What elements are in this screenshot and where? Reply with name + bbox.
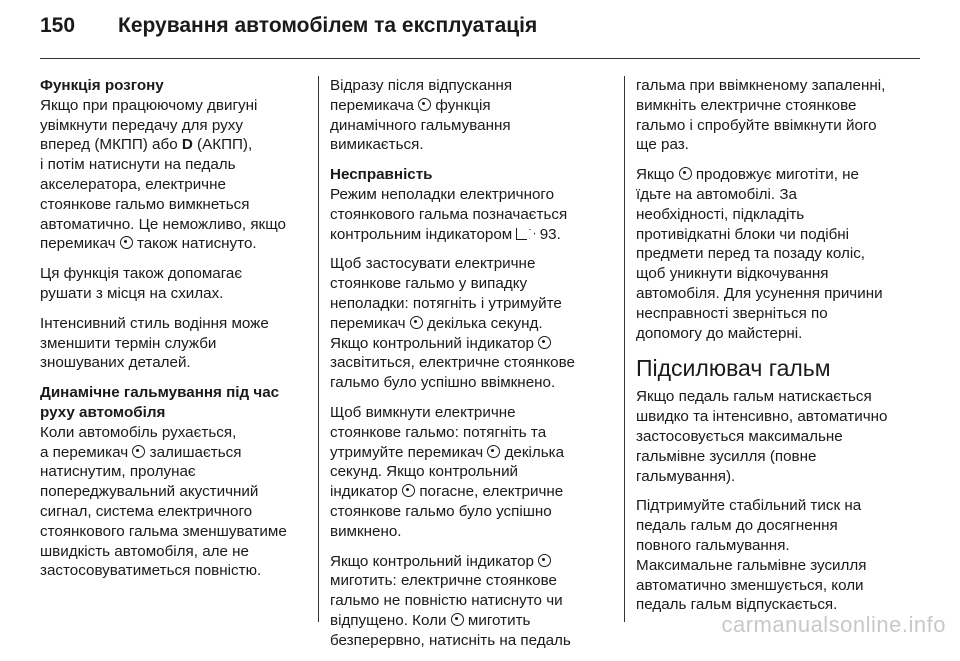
page-reference-link[interactable]: 93.: [535, 225, 561, 243]
gear-d-label: D: [181, 136, 193, 154]
parking-brake-icon: [451, 613, 464, 626]
parking-brake-icon: [120, 236, 133, 249]
parking-brake-icon: [402, 484, 415, 497]
page-header: [40, 14, 920, 38]
parking-brake-icon: [538, 336, 551, 349]
paragraph: гальма при ввімкненому запаленні, вимкніть електричне стоянкове гальмо і спробуйте ввімкнути його ще раз.: [636, 77, 886, 154]
arrow-icon[interactable]: [529, 229, 535, 239]
section-title-dynamic-braking: Динамічне гальмування під час руху автомобіля: [40, 384, 280, 421]
column-divider-2: [624, 76, 625, 622]
column-1: [40, 76, 312, 591]
section-title-launch: Функція розгону: [40, 77, 164, 94]
parking-brake-icon: [132, 445, 145, 458]
parking-brake-icon: [679, 167, 692, 180]
paragraph: Інтенсивний стиль водіння може зменшити термін служби зношуваних деталей.: [40, 314, 269, 372]
paragraph: Щоб застосувати електричне стоянкове гальмо у випадку неполадки: потягніть і утримуйте перемикач декілька секунд. Якщо контрольний індикатор засвітиться, електричне стоянкове гальмо було успішно ввімкнено.: [330, 255, 575, 392]
column-divider-1: [318, 76, 319, 622]
section-title-brake-assist: Підсилювач гальм: [636, 355, 831, 382]
parking-brake-icon: [410, 316, 423, 329]
watermark: carmanualsonline.info: [721, 612, 946, 637]
paragraph: Відразу після відпускання перемикача функція динамічного гальмування вимикається.: [330, 77, 513, 154]
column-2: [330, 76, 602, 661]
paragraph: Якщо контрольний індикатор миготить: електричне стоянкове гальмо не повністю натиснуто чи відпущено. Коли миготить безперервно, натисніть на педаль: [330, 552, 571, 649]
page-number: 150: [40, 14, 76, 37]
header-divider: [40, 58, 920, 59]
paragraph: Якщо педаль гальм натискається швидко та інтенсивно, автоматично застосовується максимальне гальмівне зусилля (повне гальмування).: [636, 388, 888, 485]
paragraph: Режим неполадки електричного стоянкового гальма позначається контрольним індикатором 93.: [330, 185, 568, 243]
reference-icon: [516, 228, 527, 240]
column-3: [636, 76, 908, 625]
parking-brake-icon: [538, 554, 551, 567]
paragraph: Щоб вимкнути електричне стоянкове гальмо: потягніть та утримуйте перемикач декілька секунд. Якщо контрольний індикатор погасне, електричне стоянкове гальмо було успішно вимкнено.: [330, 403, 565, 540]
paragraph: Якщо продовжує миготіти, не їдьте на автомобілі. За необхідності, підкладіть противідкатні блоки чи подібні предмети перед та позаду коліс, щоб уникнути відкочування автомобіля. Для усунення причини несправності зверніться по допомогу до майстерні.: [636, 166, 883, 342]
section-title-malfunction: Несправність: [330, 166, 433, 184]
parking-brake-icon: [487, 445, 500, 458]
paragraph: Підтримуйте стабільний тиск на педаль гальм до досягнення повного гальмування. Максимальне гальмівне зусилля автоматично зменшується, коли педаль гальм відпускається.: [636, 497, 867, 614]
paragraph: Ця функція також допомагає рушати з місця на схилах.: [40, 265, 243, 302]
paragraph: Якщо при працюючому двигуні увімкнути передачу для руху вперед (МКПП) або D (АКПП), і потім натиснути на педаль акселератора, електричне стоянкове гальмо вимкнеться автоматично. Це неможливо, якщо перемикач також натиснуто.: [40, 96, 286, 253]
parking-brake-icon: [418, 98, 431, 111]
paragraph: Коли автомобіль рухається, а перемикач залишається натиснутим, пролунає попереджувальний акустичний сигнал, система електричного стоянкового гальма зменшуватиме швидкість автомобіля, але не застосовуватиметься повністю.: [40, 423, 287, 580]
page-title: Керування автомобілем та експлуатація: [118, 14, 538, 37]
